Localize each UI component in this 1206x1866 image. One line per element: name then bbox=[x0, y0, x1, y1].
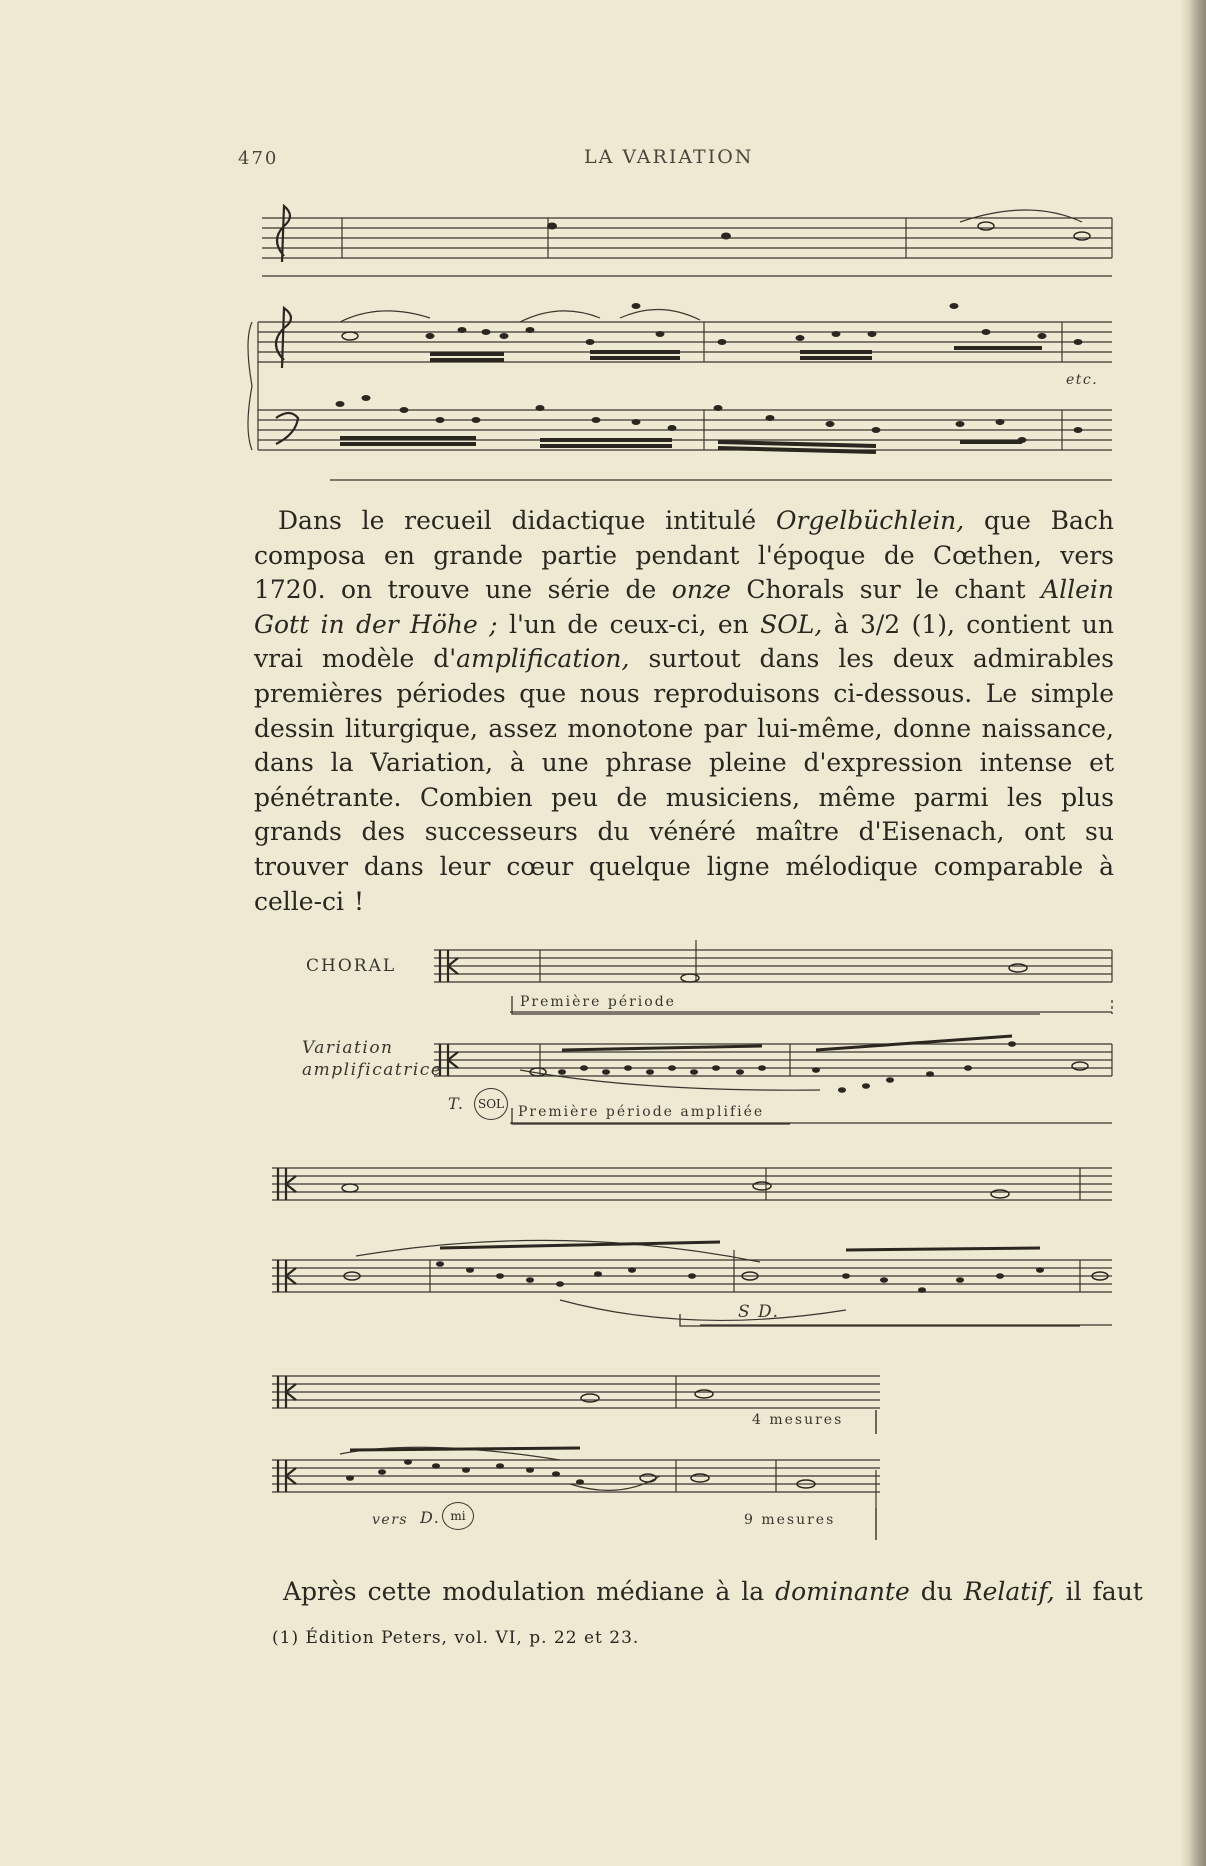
footnote: (1) Édition Peters, vol. VI, p. 22 et 23. bbox=[272, 1628, 640, 1648]
text-segment: du bbox=[909, 1577, 964, 1606]
premiere-amplifiee-label: Première période amplifiée bbox=[518, 1104, 765, 1120]
text-segment: Dans le recueil didactique intitulé bbox=[278, 506, 776, 535]
text-segment: Après cette modulation médiane à la bbox=[283, 1577, 776, 1606]
choral-label: CHORAL bbox=[306, 956, 397, 976]
staff-grand-bass bbox=[248, 322, 1112, 480]
staff-system3-lower bbox=[272, 1250, 1112, 1325]
text-segment: l'un de ceux-ci, en bbox=[497, 609, 761, 639]
body-paragraph bbox=[254, 504, 1114, 919]
etc-label: etc. bbox=[1066, 372, 1099, 388]
text-segment: surtout dans les deux admirables premières périodes que nous reproduisons ci-dessous. Le simple dessin liturgique, assez monotone par lui-même, donne naissance, dans la Variation, à une phrase pleine d'expression intense et pénétrante. Combien peu de musiciens, même parmi les plus grands des successeurs du vénéré maître d'Eisenach, ont su trouver dans leur cœur quelque ligne mélodique comparable à celle-ci ! bbox=[254, 644, 1114, 916]
variation-label-line2: amplificatrice bbox=[302, 1060, 443, 1080]
italic-chant-title: Allein Gott in der Höhe ; bbox=[254, 575, 1114, 639]
d-label: D. bbox=[420, 1508, 441, 1527]
nine-measures-label: 9 mesures bbox=[744, 1512, 836, 1528]
italic-term: amplification, bbox=[456, 644, 630, 674]
mi-circle: mi bbox=[442, 1502, 474, 1530]
text-segment: à 3/2 (1), contient un vrai modèle d' bbox=[254, 609, 1114, 674]
text-segment: Chorals sur le chant bbox=[730, 575, 1042, 605]
italic-title: Orgelbüchlein, bbox=[775, 506, 965, 535]
italic-term: dominante bbox=[775, 1577, 910, 1606]
running-title: LA VARIATION bbox=[584, 146, 754, 168]
italic-word: onze bbox=[671, 575, 731, 605]
vers-label: vers bbox=[372, 1512, 409, 1528]
staff-grand-treble bbox=[258, 322, 1112, 362]
staff-system4-upper bbox=[272, 1376, 880, 1408]
staff-system3-upper bbox=[272, 1168, 1112, 1200]
variation-label-line1: Variation bbox=[302, 1038, 394, 1058]
closing-line bbox=[283, 1577, 1143, 1606]
text-segment: que Bach composa en grande partie pendant l'époque de Cœthen, vers 1720. on trouve une série de bbox=[254, 506, 1114, 605]
page-number: 470 bbox=[238, 148, 279, 169]
italic-term: Relatif, bbox=[963, 1577, 1055, 1606]
key-name: SOL, bbox=[760, 609, 823, 639]
four-measures-label: 4 mesures bbox=[752, 1412, 844, 1428]
t-label: T. bbox=[448, 1094, 465, 1113]
text-segment: il faut bbox=[1054, 1577, 1143, 1606]
sd-label: S D. bbox=[738, 1302, 780, 1322]
premiere-periode-label: Première période bbox=[520, 994, 676, 1010]
sol-circle: SOL bbox=[474, 1088, 508, 1120]
staff-top-melody bbox=[262, 218, 1112, 276]
